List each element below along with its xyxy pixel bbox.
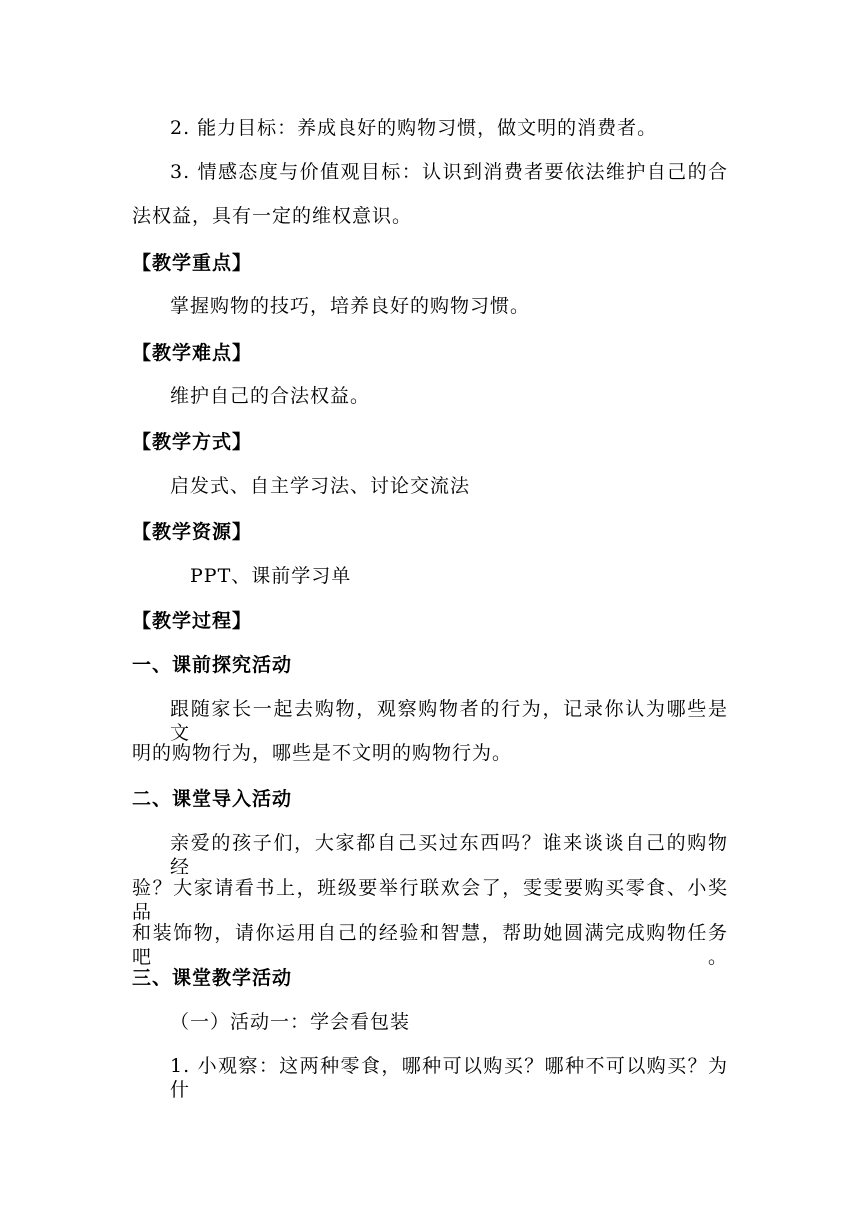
difficulty-text: 维护自己的合法权益。: [170, 385, 371, 407]
goal-emotion-text-line2: 法权益，具有一定的维权意识。: [132, 205, 413, 227]
goal-ability-text: 2. 能力目标：养成良好的购物习惯，做文明的消费者。: [170, 117, 658, 139]
section1-text-line1: 跟随家长一起去购物，观察购物者的行为，记录你认为哪些是文: [170, 698, 728, 744]
key-point-text: 掌握购物的技巧，培养良好的购物习惯。: [170, 295, 531, 317]
goal-emotion-text-line1: 3. 情感态度与价值观目标：认识到消费者要依法维护自己的合: [170, 161, 728, 183]
section2-text-line3: 和装饰物，请你运用自己的经验和智慧，帮助她圆满完成购物任务吧。: [132, 922, 728, 968]
section1-heading: 一、课前探究活动: [132, 654, 293, 676]
section2-heading: 二、课堂导入活动: [132, 788, 293, 810]
section3-heading: 三、课堂教学活动: [132, 967, 293, 989]
activity1-item1-text: 1. 小观察：这两种零食，哪种可以购买？哪种不可以购买？为什: [170, 1055, 728, 1101]
section2-text-line2: 验？大家请看书上，班级要举行联欢会了，雯雯要购买零食、小奖品: [132, 877, 728, 923]
method-heading: 【教学方式】: [132, 431, 253, 453]
method-text: 启发式、自主学习法、讨论交流法: [170, 475, 471, 497]
resource-text: PPT、课前学习单: [190, 565, 352, 587]
key-point-heading: 【教学重点】: [132, 252, 253, 274]
difficulty-heading: 【教学难点】: [132, 342, 253, 364]
section1-text-line2: 明的购物行为，哪些是不文明的购物行为。: [132, 742, 513, 764]
resource-heading: 【教学资源】: [132, 521, 253, 543]
activity1-title: （一）活动一：学会看包装: [170, 1011, 411, 1033]
section2-text-line1: 亲爱的孩子们，大家都自己买过东西吗？谁来谈谈自己的购物经: [170, 832, 728, 878]
process-heading: 【教学过程】: [132, 610, 253, 632]
